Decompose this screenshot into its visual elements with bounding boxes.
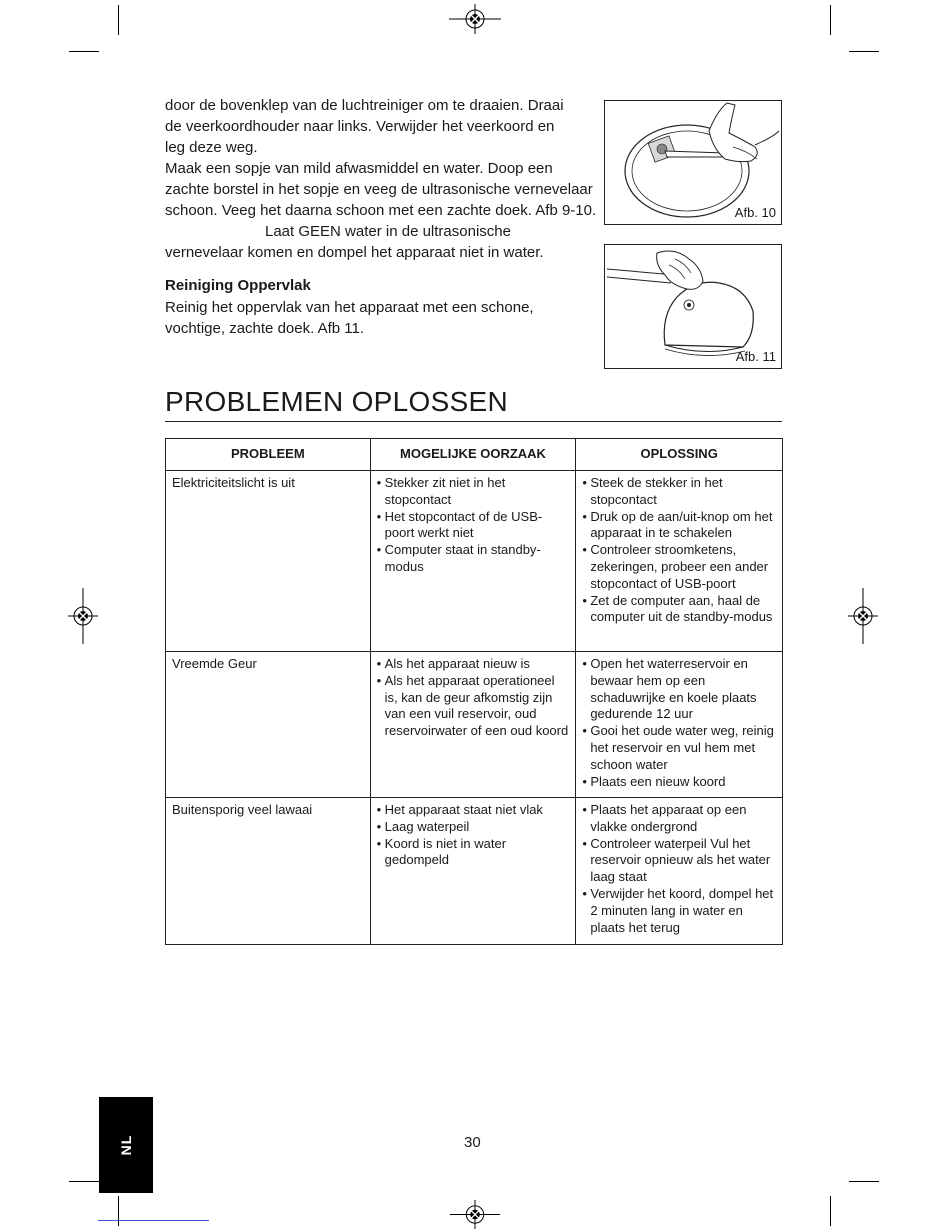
table-row — [166, 652, 783, 798]
list-item: • Stekker zit niet in het stopcontact — [377, 475, 570, 509]
text-line: Laat GEEN water in de ultrasonische — [265, 223, 511, 240]
text-line: vochtige, zachte doek. Afb 11. — [165, 320, 365, 337]
table-row — [166, 471, 783, 652]
list-item: • Het apparaat staat niet vlak — [377, 802, 570, 819]
list-item: • Als het apparaat operationeel is, kan de geur afkomstig zijn van een vuil reservoir, oud reservoirwater of een oud koord — [377, 673, 570, 740]
list-item: • Het stopcontact of de USB-poort werkt niet — [377, 509, 570, 543]
list-item: • Open het waterreservoir en bewaar hem op een schaduwrijke en koele plaats gedurende 12 uur — [582, 656, 776, 723]
crop-mark — [118, 5, 119, 35]
list-item: • Steek de stekker in het stopcontact — [582, 475, 776, 509]
text-line: zachte borstel in het sopje en veeg de ultrasonische vernevelaar — [165, 181, 593, 198]
language-tab-label: NL — [118, 1134, 134, 1156]
solution-cell — [576, 798, 783, 945]
registration-mark-icon — [68, 588, 98, 644]
problem-cell: Vreemde Geur — [166, 652, 371, 798]
text-line: vernevelaar komen en dompel het apparaat niet in water. — [165, 244, 544, 261]
troubleshooting-table — [165, 438, 783, 945]
subheading-surface-cleaning: Reiniging Oppervlak — [165, 277, 311, 294]
solution-cell — [576, 471, 783, 652]
problem-cell: Elektriciteitslicht is uit — [166, 471, 371, 652]
text-line: Reinig het oppervlak van het apparaat met een schone, — [165, 299, 534, 316]
registration-mark-icon — [449, 4, 501, 34]
figure-11-caption: Afb. 11 — [735, 349, 776, 364]
text-line: schoon. Veeg het daarna schoon met een zachte doek. Afb 9-10. — [165, 202, 597, 219]
column-header-solution: OPLOSSING — [576, 439, 783, 471]
footer-rule — [98, 1220, 209, 1221]
problem-cell: Buitensporig veel lawaai — [166, 798, 371, 945]
list-item: • Plaats een nieuw koord — [582, 774, 776, 791]
text-line: Maak een sopje van mild afwasmiddel en water. Doop een — [165, 160, 553, 177]
list-item: • Controleer waterpeil Vul het reservoir opnieuw als het water laag staat — [582, 836, 776, 886]
list-item: • Laag waterpeil — [377, 819, 570, 836]
surface-cleaning-text — [165, 297, 605, 339]
list-item: • Druk op de aan/uit-knop om het apparaat in te schakelen — [582, 509, 776, 543]
list-item: • Controleer stroomketens, zekeringen, probeer een ander stopcontact of USB-poort — [582, 542, 776, 592]
section-title: PROBLEMEN OPLOSSEN — [165, 386, 509, 417]
list-item: • Plaats het apparaat op een vlakke ondergrond — [582, 802, 776, 836]
section-divider — [165, 421, 782, 422]
registration-mark-icon — [848, 588, 878, 644]
cause-cell — [370, 798, 576, 945]
list-item: • Computer staat in standby-modus — [377, 542, 570, 576]
crop-mark — [69, 51, 99, 52]
figure-10 — [604, 100, 782, 225]
list-item: • Verwijder het koord, dompel het 2 minuten lang in water en plaats het terug — [582, 886, 776, 936]
table-row — [166, 798, 783, 945]
figure-10-caption: Afb. 10 — [734, 205, 776, 220]
crop-mark — [830, 1196, 831, 1226]
table-header-row — [166, 439, 783, 471]
list-item: • Zet de computer aan, haal de computer uit de standby-modus — [582, 593, 776, 627]
text-line: door de bovenklep van de luchtreiniger om te draaien. Draai — [165, 97, 564, 114]
figure-11 — [604, 244, 782, 369]
registration-mark-icon — [449, 1200, 501, 1229]
crop-mark — [849, 51, 879, 52]
cleaning-instructions — [165, 95, 605, 263]
crop-mark — [69, 1181, 99, 1182]
solution-cell — [576, 652, 783, 798]
crop-mark — [118, 1196, 119, 1226]
language-tab — [99, 1097, 153, 1193]
crop-mark — [849, 1181, 879, 1182]
column-header-problem: PROBLEEM — [166, 439, 371, 471]
list-item: • Koord is niet in water gedompeld — [377, 836, 570, 870]
list-item: • Als het apparaat nieuw is — [377, 656, 570, 673]
cause-cell — [370, 471, 576, 652]
page-number: 30 — [464, 1134, 481, 1151]
crop-mark — [830, 5, 831, 35]
text-line: de veerkoordhouder naar links. Verwijder het veerkoord en — [165, 118, 555, 135]
list-item: • Gooi het oude water weg, reinig het reservoir en vul hem met schoon water — [582, 723, 776, 773]
text-line: leg deze weg. — [165, 139, 258, 156]
cause-cell — [370, 652, 576, 798]
column-header-cause: MOGELIJKE OORZAAK — [370, 439, 576, 471]
